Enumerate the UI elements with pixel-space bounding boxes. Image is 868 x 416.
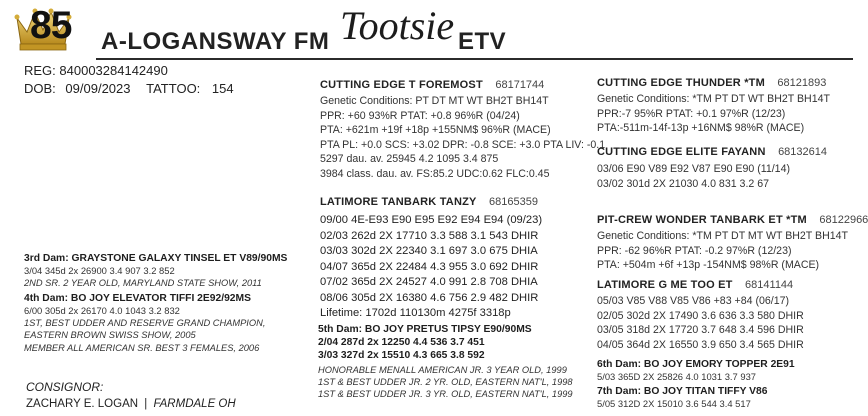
dam-dam-reg: 68141144 xyxy=(745,279,794,291)
sixth-dam-record: 5/03 365D 2X 25826 4.0 1031 3.7 937 xyxy=(597,371,756,382)
dam-dam-line: 04/05 364d 2X 16550 3.9 650 3.4 565 DHIR xyxy=(597,338,804,351)
sire-dam-line: 03/06 E90 V89 E92 V87 E90 E90 (11/14) xyxy=(597,163,790,175)
dam-name: LATIMORE TANBARK TANZY xyxy=(320,196,477,208)
dam-line: 09/00 4E-E93 E90 E95 E92 E94 E94 (09/23) xyxy=(320,214,543,226)
sixth-dam-heading: 6th Dam: BO JOY EMORY TOPPER 2E91 xyxy=(597,359,795,370)
sire-name: CUTTING EDGE T FOREMOST xyxy=(320,79,483,91)
fourth-dam-block xyxy=(24,292,265,354)
consignor-line xyxy=(26,398,236,410)
sire-dam-name: CUTTING EDGE ELITE FAYANN xyxy=(597,146,766,158)
dam-line: 02/03 262d 2X 17710 3.3 588 3.1 543 DHIR xyxy=(320,229,539,242)
sire-line: PTA: +621m +19f +18p +155NM$ 96%R (MACE) xyxy=(320,124,551,136)
dam-dam-name: LATIMORE G ME TOO ET xyxy=(597,279,733,291)
dam-sire-line: PPR: -62 96%R PTAT: -0.2 97%R (12/23) xyxy=(597,244,792,257)
birth-info xyxy=(24,81,234,96)
sire-line: 3984 class. dau. av. FS:85.2 UDC:0.62 FLC:0.45 xyxy=(320,167,550,180)
third-dam-note: 2ND SR. 2 YEAR OLD, MARYLAND STATE SHOW, 2011 xyxy=(24,278,262,289)
dam-line: 08/06 305d 2X 16380 4.6 756 2.9 482 DHIR xyxy=(320,291,539,304)
dam-line: Lifetime: 1702d 110130m 4275f 3318p xyxy=(320,307,511,319)
tattoo-value: 154 xyxy=(211,81,234,96)
fifth-dam-note: HONORABLE MENALL AMERICAN JR. 3 YEAR OLD, 1999 xyxy=(318,365,567,375)
registration-number: REG: 840003284142490 xyxy=(24,63,168,78)
dam-line: 03/03 302d 2X 22340 3.1 697 3.0 675 DHIA xyxy=(320,245,538,257)
dob-label: DOB: xyxy=(24,81,56,96)
sixth-dam-block xyxy=(597,358,795,383)
consignor-location: FARMDALE OH xyxy=(153,398,236,410)
third-dam-heading: 3rd Dam: GRAYSTONE GALAXY TINSEL ET V89/90MS xyxy=(24,253,288,264)
herd-prefix: A-LOGANSWAY FM xyxy=(101,28,330,55)
sire-sire-line: PPR:-7 95%R PTAT: +0.1 97%R (12/23) xyxy=(597,107,786,120)
sire-reg: 68171744 xyxy=(495,79,545,91)
sire-dam-line: 03/02 301d 2X 21030 4.0 831 3.2 67 xyxy=(597,177,770,190)
dam-dam-block xyxy=(597,275,804,352)
sire-dam-reg: 68132614 xyxy=(778,146,828,158)
fifth-dam-heading: 5th Dam: BO JOY PRETUS TIPSY E90/90MS xyxy=(318,324,532,335)
third-dam-block xyxy=(24,252,287,289)
dob-value: 09/09/2023 xyxy=(65,81,131,96)
consignor-label: CONSIGNOR: xyxy=(26,380,104,394)
dam-line: 07/02 365d 2X 24527 4.0 991 2.8 708 DHIA xyxy=(320,276,538,288)
dam-sire-block xyxy=(597,210,868,273)
sire-line: PTA PL: +0.0 SCS: +3.02 DPR: -0.8 SCE: +3.0 PTA LIV: -0.1 xyxy=(320,138,606,151)
dam-line: 04/07 365d 2X 22484 4.3 955 3.0 692 DHIR xyxy=(320,260,539,273)
dam-reg: 68165359 xyxy=(489,196,538,208)
sire-line: 5297 dau. av. 25945 4.2 1095 3.4 875 xyxy=(320,153,499,165)
seventh-dam-block xyxy=(597,385,768,410)
lot-number: 85 xyxy=(30,4,72,47)
fifth-dam-record: 3/03 327d 2x 15510 4.3 665 3.8 592 xyxy=(318,350,485,361)
fourth-dam-heading: 4th Dam: BO JOY ELEVATOR TIFFI 2E92/92MS xyxy=(24,293,251,304)
fourth-dam-note: MEMBER ALL AMERICAN SR. BEST 3 FEMALES, 2006 xyxy=(24,342,260,353)
sire-sire-line: Genetic Conditions: *TM PT DT WT BH2T BH14T xyxy=(597,93,830,105)
dam-dam-line: 05/03 V85 V88 V85 V86 +83 +84 (06/17) xyxy=(597,295,790,307)
fourth-dam-record: 6/00 305d 2x 26170 4.0 1043 3.2 832 xyxy=(24,305,180,316)
seventh-dam-record: 5/05 312D 2X 15010 3.6 544 3.4 517 xyxy=(597,398,751,409)
dam-block xyxy=(320,192,542,322)
tattoo-label: TATTOO: xyxy=(146,81,201,96)
name-suffix: ETV xyxy=(458,28,507,55)
sire-line: Genetic Conditions: PT DT MT WT BH2T BH14T xyxy=(320,95,549,107)
dam-dam-line: 02/05 302d 2X 17490 3.6 636 3.3 580 DHIR xyxy=(597,309,804,322)
fourth-dam-note: EASTERN BROWN SWISS SHOW, 2005 xyxy=(24,330,196,341)
sire-sire-line: PTA:-511m-14f-13p +16NM$ 98%R (MACE) xyxy=(597,122,805,134)
fifth-dam-note: 1ST & BEST UDDER JR. 3 YR. OLD, EASTERN NAT'L, 1999 xyxy=(318,389,573,400)
animal-name: Tootsie xyxy=(340,3,455,48)
consignor-separator: | xyxy=(144,398,148,410)
sire-sire-reg: 68121893 xyxy=(777,77,827,89)
consignor-name: ZACHARY E. LOGAN xyxy=(26,398,139,410)
fifth-dam-note: 1ST & BEST UDDER JR. 2 YR. OLD, EASTERN NAT'L, 1998 xyxy=(318,377,573,388)
header-divider xyxy=(96,58,853,60)
dam-sire-name: PIT-CREW WONDER TANBARK ET *TM xyxy=(597,214,807,226)
dam-sire-reg: 68122966 xyxy=(819,214,868,226)
dam-sire-line: PTA: +504m +6f +13p -154NM$ 98%R (MACE) xyxy=(597,259,820,271)
sire-sire-name: CUTTING EDGE THUNDER *TM xyxy=(597,77,765,89)
fifth-dam-block xyxy=(318,323,573,401)
sire-line: PPR: +60 93%R PTAT: +0.8 96%R (04/24) xyxy=(320,109,520,122)
dam-dam-line: 03/05 318d 2X 17720 3.7 648 3.4 596 DHIR xyxy=(597,324,804,336)
fourth-dam-note: 1ST, BEST UDDER AND RESERVE GRAND CHAMPION, xyxy=(24,318,266,329)
sire-sire-block xyxy=(597,73,830,136)
dam-sire-line: Genetic Conditions: *TM PT DT MT WT BH2T BH14T xyxy=(597,230,848,242)
fifth-dam-record: 2/04 287d 2x 12250 4.4 536 3.7 451 xyxy=(318,337,485,348)
seventh-dam-heading: 7th Dam: BO JOY TITAN TIFFY V86 xyxy=(597,386,768,397)
sire-block xyxy=(320,75,605,181)
third-dam-record: 3/04 345d 2x 26900 3.4 907 3.2 852 xyxy=(24,265,175,276)
sire-dam-block xyxy=(597,142,827,191)
